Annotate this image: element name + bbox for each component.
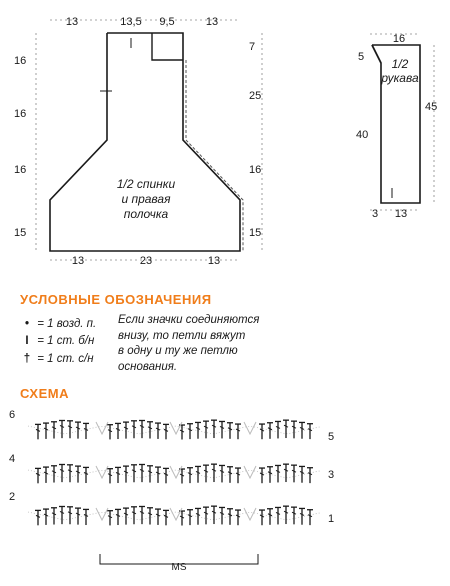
top-dim: 13 xyxy=(65,16,79,28)
legend-item-text: = 1 возд. п. xyxy=(37,318,97,330)
increase-v xyxy=(244,422,256,434)
legend-note xyxy=(118,313,298,375)
repeat-label: MS xyxy=(171,562,187,573)
row-number: 4 xyxy=(9,453,16,465)
back-front-label: полочка xyxy=(123,207,169,221)
left-dim: 16 xyxy=(14,55,27,67)
legend-title: УСЛОВНЫЕ ОБОЗНАЧЕНИЯ xyxy=(20,292,212,307)
stitch-rows xyxy=(28,420,320,525)
sleeve-cap xyxy=(372,45,381,63)
legend-note-line: основания. xyxy=(118,360,178,373)
top-dim: 13 xyxy=(205,16,219,28)
neckline xyxy=(152,33,183,60)
legend-note-line: Если значки соединяются xyxy=(118,314,260,326)
legend-item xyxy=(20,317,96,331)
sleeve-label: 1/2 xyxy=(391,57,409,71)
right-dim: 25 xyxy=(249,90,262,102)
legend-note-line: в одну и ту же петлю xyxy=(118,345,238,357)
right-dim: 16 xyxy=(249,164,262,176)
single-crochet-icon: I xyxy=(25,335,29,347)
row-number: 1 xyxy=(328,513,335,525)
row-number: 3 xyxy=(328,469,335,481)
stitch-scheme xyxy=(9,409,334,573)
right-dim: 7 xyxy=(249,41,256,53)
double-crochet-icon: † xyxy=(23,353,31,365)
sleeve-bottom-dim: 3 xyxy=(372,208,379,220)
legend-item-text: = 1 ст. б/н xyxy=(37,335,95,347)
increase-v xyxy=(96,422,108,434)
legend-item-text: = 1 ст. с/н xyxy=(37,353,94,365)
front-edge-dashed xyxy=(186,60,243,251)
scheme-title: СХЕМА xyxy=(20,386,69,401)
left-dim: 15 xyxy=(14,227,27,239)
back-front-label: и правая xyxy=(121,192,171,206)
legend-item xyxy=(20,352,94,366)
row-number: 2 xyxy=(9,491,16,503)
left-dim: 16 xyxy=(14,108,27,120)
increase-v xyxy=(96,466,108,478)
sleeve-bottom-dim: 13 xyxy=(394,208,408,220)
sleeve-left-dim: 40 xyxy=(356,129,369,141)
sleeve-pattern xyxy=(356,33,437,220)
row-number: 5 xyxy=(328,431,335,443)
legend-item xyxy=(20,334,94,348)
top-dim: 9,5 xyxy=(159,16,175,28)
sleeve-right-dim: 45 xyxy=(425,101,438,113)
increase-v xyxy=(170,422,182,434)
chain-stitch-icon: • xyxy=(24,318,30,330)
sleeve-label: рукава xyxy=(381,71,419,85)
increase-v xyxy=(244,508,256,520)
increase-v xyxy=(170,508,182,520)
bottom-dim: 13 xyxy=(71,255,85,267)
row-number: 6 xyxy=(9,409,16,421)
left-dim: 16 xyxy=(14,164,27,176)
sleeve-top-dim: 16 xyxy=(392,33,406,45)
bottom-dim: 23 xyxy=(139,255,153,267)
top-dim: 13,5 xyxy=(120,16,142,28)
bottom-dim: 13 xyxy=(207,255,221,267)
back-front-label: 1/2 спинки xyxy=(116,177,176,191)
sleeve-top-left-dim: 5 xyxy=(358,51,365,63)
increase-v xyxy=(244,466,256,478)
increase-v xyxy=(96,508,108,520)
back-front-pattern xyxy=(14,16,262,267)
legend-note-line: внизу, то петли вяжут xyxy=(118,329,246,342)
increase-v xyxy=(170,466,182,478)
right-dim: 15 xyxy=(249,227,262,239)
